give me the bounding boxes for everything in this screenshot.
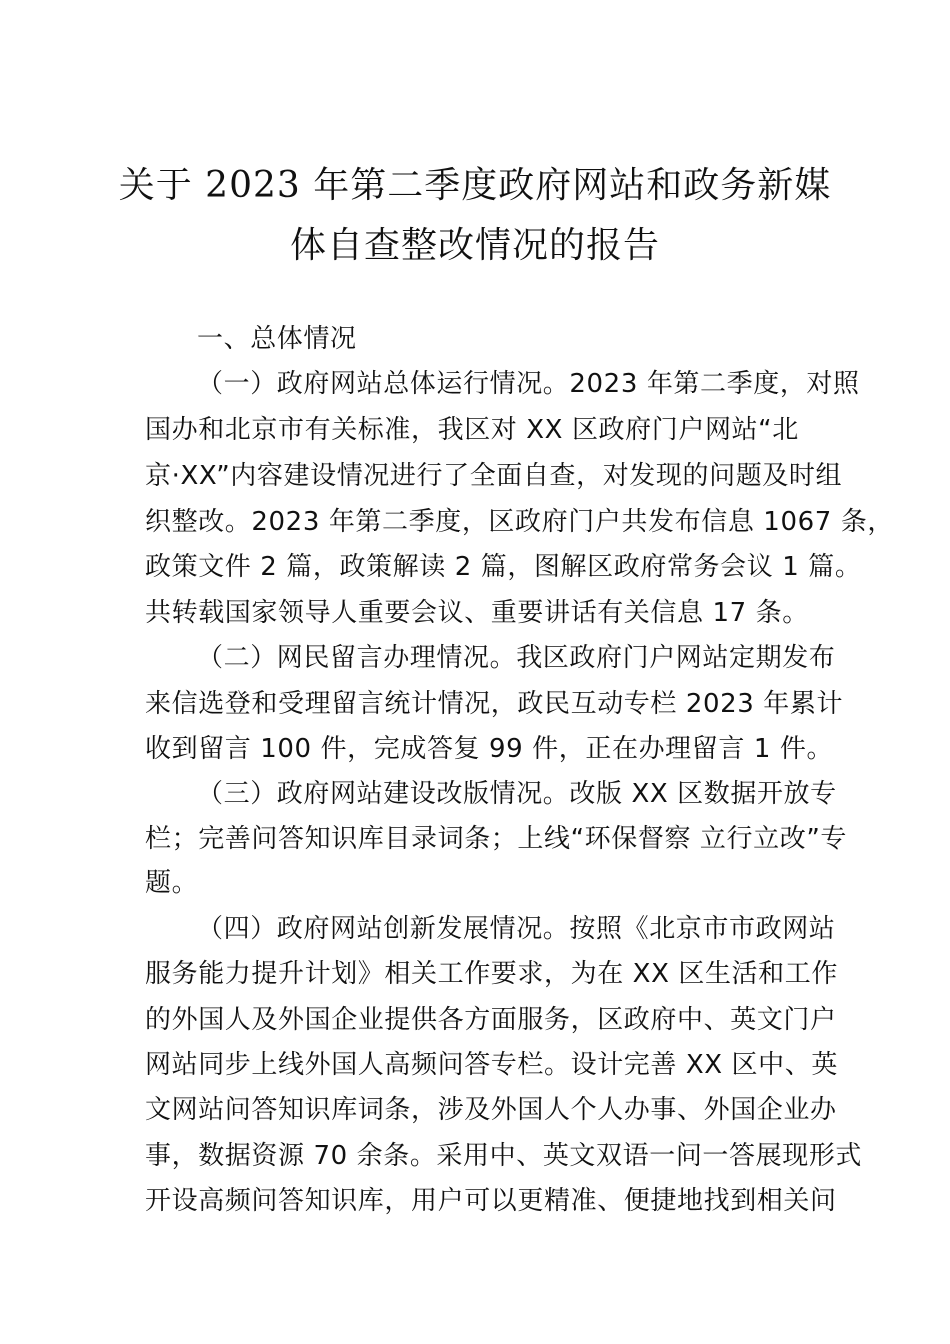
- paragraph-line: 栏；完善问答知识库目录词条；上线“环保督察 立行立改”专: [145, 824, 848, 854]
- paragraph-line: 服务能力提升计划》相关工作要求，为在 XX 区生活和工作: [145, 959, 838, 989]
- document-title-line-1: 关于 2023 年第二季度政府网站和政务新媒: [118, 165, 832, 206]
- paragraph-line: （二）网民留言办理情况。我区政府门户网站定期发布: [197, 643, 836, 673]
- paragraph-line: 网站同步上线外国人高频问答专栏。设计完善 XX 区中、英: [145, 1050, 838, 1080]
- paragraph-line: 题。: [145, 868, 199, 898]
- paragraph-line: 政策文件 2 篇，政策解读 2 篇，图解区政府常务会议 1 篇。: [145, 552, 862, 582]
- paragraph-line: 收到留言 100 件，完成答复 99 件，正在办理留言 1 件。: [145, 734, 834, 764]
- paragraph-line: 织整改。2023 年第二季度，区政府门户共发布信息 1067 条，: [145, 507, 894, 537]
- paragraph-line: 开设高频问答知识库，用户可以更精准、便捷地找到相关问: [145, 1186, 837, 1216]
- document-title-line-2: 体自查整改情况的报告: [289, 225, 660, 266]
- paragraph-line: （一）政府网站总体运行情况。2023 年第二季度，对照: [197, 369, 860, 399]
- paragraph-line: 事，数据资源 70 余条。采用中、英文双语一问一答展现形式: [145, 1141, 863, 1171]
- paragraph-line: 共转载国家领导人重要会议、重要讲话有关信息 17 条。: [145, 598, 809, 628]
- section-heading: 一、总体情况: [197, 324, 357, 354]
- paragraph-line: 来信选登和受理留言统计情况，政民互动专栏 2023 年累计: [145, 689, 844, 719]
- paragraph-line: 京·XX”内容建设情况进行了全面自查，对发现的问题及时组: [145, 461, 843, 491]
- paragraph-line: 的外国人及外国企业提供各方面服务，区政府中、英文门户: [145, 1005, 837, 1035]
- paragraph-line: （四）政府网站创新发展情况。按照《北京市市政网站: [197, 914, 836, 944]
- paragraph-line: （三）政府网站建设改版情况。改版 XX 区数据开放专: [197, 779, 837, 809]
- paragraph-line: 文网站问答知识库词条，涉及外国人个人办事、外国企业办: [145, 1095, 837, 1125]
- paragraph-line: 国办和北京市有关标准，我区对 XX 区政府门户网站“北: [145, 415, 799, 445]
